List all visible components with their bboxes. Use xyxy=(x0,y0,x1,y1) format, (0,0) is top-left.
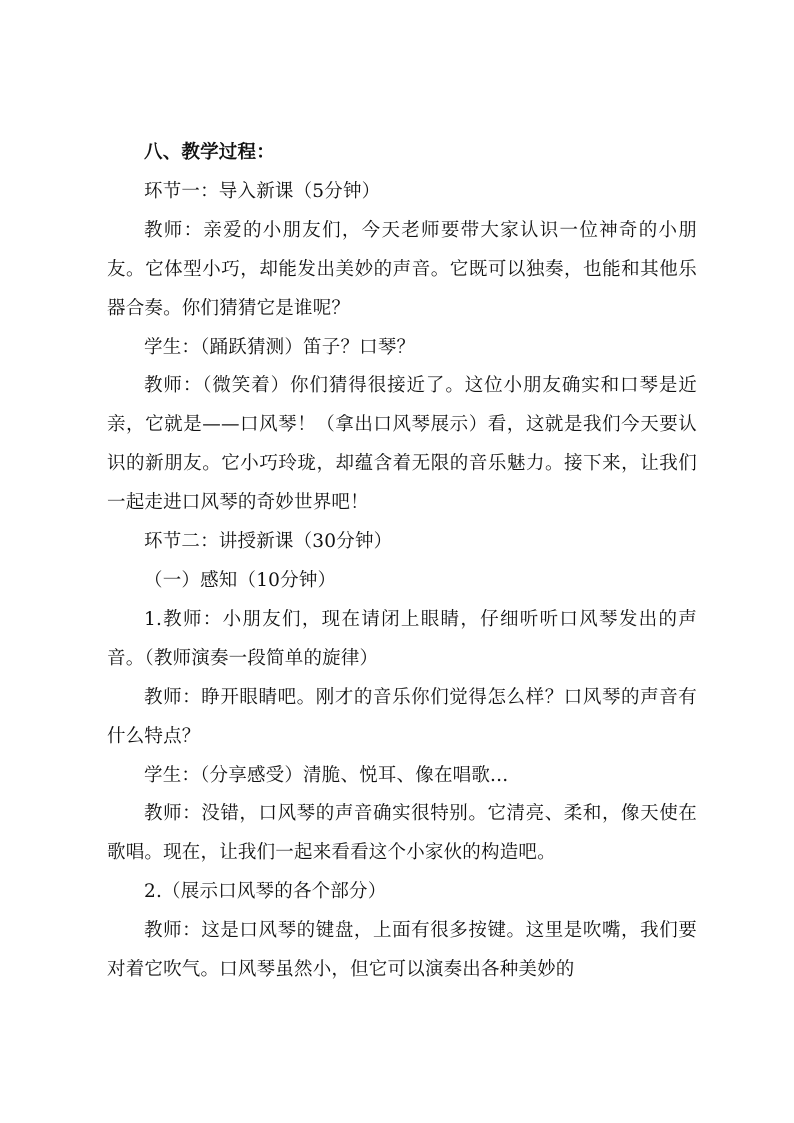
document-body xyxy=(107,134,697,990)
listening-activity-paragraph: 1.教师：小朋友们，现在请闭上眼睛，仔细听听口风琴发出的声音。（教师演奏一段简单的旋律） xyxy=(107,608,697,669)
teacher-summary-paragraph: 教师：没错，口风琴的声音确实很特别。它清亮、柔和，像天使在歌唱。现在，让我们一起来看看这个小家伙的构造吧。 xyxy=(107,803,697,864)
stage-one-title: 环节一：导入新课（5分钟） xyxy=(144,180,381,202)
teacher-intro-paragraph: 教师：亲爱的小朋友们，今天老师要带大家认识一位神奇的小朋友。它体型小巧，却能发出美妙的声音。它既可以独奏，也能和其他乐器合奏。你们猜猜它是谁呢？ xyxy=(107,219,697,319)
teacher-reveal-paragraph: 教师：（微笑着）你们猜得很接近了。这位小朋友确实和口琴是近亲，它就是——口风琴！（拿出口风琴展示）看，这就是我们今天要认识的新朋友。它小巧玲珑，却蕴含着无限的音乐魅力。接下来，让我们一起走进口风琴的奇妙世界吧！ xyxy=(107,375,697,514)
teacher-question-paragraph: 教师：睁开眼睛吧。刚才的音乐你们觉得怎么样？口风琴的声音有什么特点？ xyxy=(107,686,697,747)
show-parts-paragraph: 2.（展示口风琴的各个部分） xyxy=(144,881,387,903)
subsection-perception-title: （一）感知（10分钟） xyxy=(144,569,337,591)
teacher-structure-paragraph: 教师：这是口风琴的键盘，上面有很多按键。这里是吹嘴，我们要对着它吹气。口风琴虽然小，但它可以演奏出各种美妙的 xyxy=(107,920,697,981)
stage-two-title: 环节二：讲授新课（30分钟） xyxy=(144,531,393,553)
section-heading: 八、教学过程： xyxy=(144,142,275,163)
student-guess-paragraph: 学生：（踊跃猜测）笛子？口琴？ xyxy=(144,336,416,358)
student-share-paragraph: 学生：（分享感受）清脆、悦耳、像在唱歌... xyxy=(144,764,509,786)
